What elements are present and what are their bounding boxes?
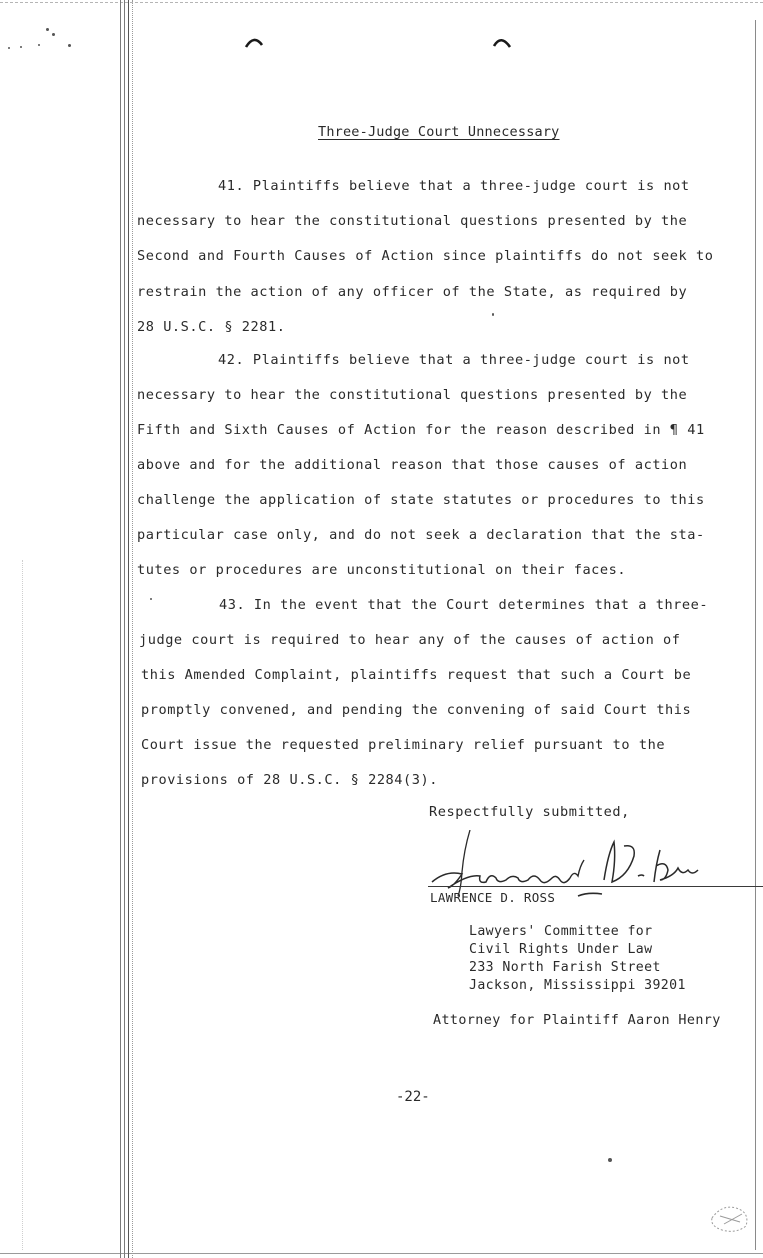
binder-hole-mark-left	[244, 36, 264, 48]
text-line: necessary to hear the constitutional questions presented by the	[137, 387, 688, 403]
text-line: necessary to hear the constitutional questions presented by the	[137, 213, 688, 229]
text-line: this Amended Complaint, plaintiffs request that such a Court be	[141, 667, 692, 683]
text-line: judge court is required to hear any of the causes of action of	[139, 632, 681, 648]
text-line: 43. In the event that the Court determines that a three-	[219, 597, 709, 613]
page-bottom-edge	[0, 1253, 763, 1254]
scan-speck	[608, 1158, 612, 1162]
text-line: Fifth and Sixth Causes of Action for the reason described in ¶ 41	[137, 422, 705, 438]
page-top-edge	[0, 2, 763, 3]
text-line: challenge the application of state statutes or procedures to this	[137, 492, 705, 508]
text-line: 28 U.S.C. § 2281.	[137, 319, 286, 335]
text-line: provisions of 28 U.S.C. § 2284(3).	[141, 772, 438, 788]
closing-line: Respectfully submitted,	[429, 804, 630, 820]
page-number: -22-	[396, 1089, 430, 1105]
text-line: above and for the additional reason that those causes of action	[137, 457, 688, 473]
text-line: tutes or procedures are unconstitutional on their faces.	[137, 562, 627, 578]
margin-rule	[120, 0, 121, 1258]
margin-rule	[132, 0, 133, 1258]
scan-speck	[492, 313, 494, 316]
address-line: 233 North Farish Street	[469, 960, 661, 975]
signature-line	[428, 886, 763, 887]
stamp-smudge	[706, 1198, 754, 1236]
address-line: Civil Rights Under Law	[469, 942, 653, 957]
text-line: 41. Plaintiffs believe that a three-judge court is not	[218, 178, 690, 194]
margin-rule	[22, 560, 23, 1250]
section-heading: Three-Judge Court Unnecessary	[318, 124, 560, 140]
text-line: Second and Fourth Causes of Action since plaintiffs do not seek to	[137, 248, 714, 264]
scan-speck	[150, 598, 152, 600]
text-line: restrain the action of any officer of the State, as required by	[137, 284, 688, 300]
margin-rule	[124, 0, 125, 1258]
scan-speck	[20, 46, 22, 48]
scan-speck	[68, 44, 71, 47]
text-line: Court issue the requested preliminary relief pursuant to the	[141, 737, 666, 753]
scan-speck	[46, 28, 49, 31]
signer-name: LAWRENCE D. ROSS	[430, 890, 556, 905]
binder-hole-mark-right	[492, 36, 512, 48]
address-line: Lawyers' Committee for	[469, 924, 653, 939]
text-line: promptly convened, and pending the convening of said Court this	[141, 702, 692, 718]
scan-speck	[8, 47, 10, 49]
page-right-edge	[755, 20, 756, 1250]
text-line: particular case only, and do not seek a declaration that the sta-	[137, 527, 705, 543]
scan-speck	[38, 44, 40, 46]
attorney-role: Attorney for Plaintiff Aaron Henry	[433, 1013, 721, 1028]
address-line: Jackson, Mississippi 39201	[469, 978, 686, 993]
scan-speck	[52, 33, 55, 36]
margin-rule	[128, 0, 129, 1258]
text-line: 42. Plaintiffs believe that a three-judge court is not	[218, 352, 690, 368]
